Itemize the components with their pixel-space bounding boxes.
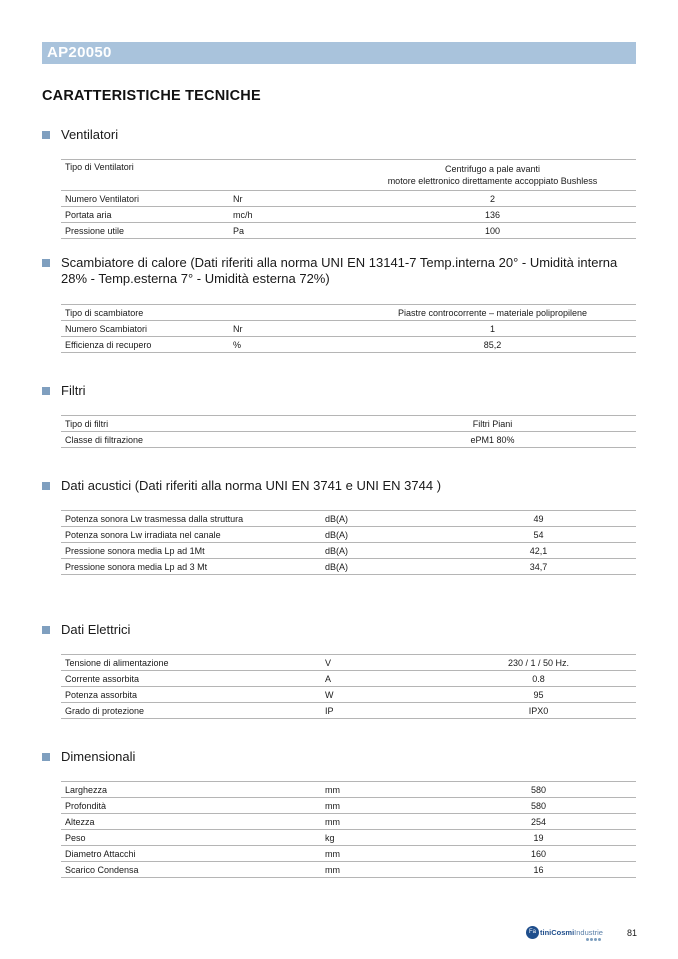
brand-logo: [526, 926, 603, 939]
row-label: Grado di protezione: [61, 703, 321, 719]
row-unit: A: [321, 671, 441, 687]
row-label: Numero Scambiatori: [61, 321, 229, 337]
square-bullet-icon: [42, 753, 50, 761]
row-unit: mm: [321, 782, 441, 798]
table-row: [61, 527, 636, 543]
table-row: [61, 814, 636, 830]
row-label: Numero Ventilatori: [61, 191, 229, 207]
row-value: 19: [441, 830, 636, 846]
row-unit: dB(A): [321, 511, 441, 527]
row-unit: %: [229, 337, 349, 353]
row-unit: mc/h: [229, 207, 349, 223]
table-dimensionali: [61, 781, 636, 878]
table-row: [61, 703, 636, 719]
row-unit: mm: [321, 814, 441, 830]
row-value: ePM1 80%: [349, 432, 636, 448]
row-label: Tensione di alimentazione: [61, 655, 321, 671]
row-unit: dB(A): [321, 527, 441, 543]
row-value: 136: [349, 207, 636, 223]
row-label: Larghezza: [61, 782, 321, 798]
row-value: 54: [441, 527, 636, 543]
row-label: Pressione sonora media Lp ad 1Mt: [61, 543, 321, 559]
table-row: [61, 511, 636, 527]
section-title-ventilatori: Ventilatori: [42, 127, 631, 143]
row-value: 85,2: [349, 337, 636, 353]
row-value: 16: [441, 862, 636, 878]
page-title: CARATTERISTICHE TECNICHE: [42, 88, 261, 104]
table-acustici: [61, 510, 636, 575]
row-value: 580: [441, 798, 636, 814]
table-row: [61, 337, 636, 353]
logo-text: tiniCosmi: [540, 928, 575, 937]
row-value: Filtri Piani: [349, 416, 636, 432]
row-value: 95: [441, 687, 636, 703]
table-row: [61, 432, 636, 448]
table-row: [61, 416, 636, 432]
row-label: Tipo di Ventilatori: [61, 160, 229, 191]
table-row: [61, 782, 636, 798]
product-code-bar: [42, 42, 636, 64]
row-unit: mm: [321, 798, 441, 814]
row-label: Efficienza di recupero: [61, 337, 229, 353]
row-value: 34,7: [441, 559, 636, 575]
table-row: [61, 321, 636, 337]
row-unit: [229, 416, 349, 432]
row-unit: dB(A): [321, 543, 441, 559]
row-value: 42,1: [441, 543, 636, 559]
row-label: Pressione utile: [61, 223, 229, 239]
table-row: [61, 862, 636, 878]
table-row: [61, 191, 636, 207]
table-row: [61, 559, 636, 575]
table-row: [61, 655, 636, 671]
logo-dots-icon: [586, 938, 601, 941]
row-label: Potenza assorbita: [61, 687, 321, 703]
table-row: [61, 671, 636, 687]
table-row: [61, 305, 636, 321]
row-value: 160: [441, 846, 636, 862]
section-title-dimensionali: Dimensionali: [42, 749, 631, 765]
row-unit: Nr: [229, 191, 349, 207]
row-value: Piastre controcorrente – materiale polipropilene: [349, 305, 636, 321]
row-value: [349, 160, 636, 191]
row-label: Tipo di scambiatore: [61, 305, 229, 321]
section-title-elettrici: Dati Elettrici: [42, 622, 631, 638]
table-row: [61, 830, 636, 846]
table-row: [61, 160, 636, 191]
table-row: [61, 543, 636, 559]
row-label: Pressione sonora media Lp ad 3 Mt: [61, 559, 321, 575]
row-value: 0.8: [441, 671, 636, 687]
table-row: [61, 846, 636, 862]
row-value: 230 / 1 / 50 Hz.: [441, 655, 636, 671]
section-title-scambiatore: Scambiatore di calore (Dati riferiti alla norma UNI EN 13141-7 Temp.interna 20° - Umidità interna 28% - Temp.esterna 7° - Umidità esterna 72%): [42, 255, 631, 287]
row-unit: V: [321, 655, 441, 671]
row-label: Potenza sonora Lw trasmessa dalla struttura: [61, 511, 321, 527]
table-elettrici: [61, 654, 636, 719]
row-unit: [229, 432, 349, 448]
row-unit: W: [321, 687, 441, 703]
row-label: Diametro Attacchi: [61, 846, 321, 862]
square-bullet-icon: [42, 482, 50, 490]
row-value: 49: [441, 511, 636, 527]
row-label: Potenza sonora Lw irradiata nel canale: [61, 527, 321, 543]
square-bullet-icon: [42, 387, 50, 395]
row-label: Altezza: [61, 814, 321, 830]
row-unit: [229, 160, 349, 191]
square-bullet-icon: [42, 259, 50, 267]
row-value: 1: [349, 321, 636, 337]
row-label: Peso: [61, 830, 321, 846]
row-unit: dB(A): [321, 559, 441, 575]
row-unit: Nr: [229, 321, 349, 337]
table-scambiatore: [61, 304, 636, 353]
product-code: AP20050: [47, 44, 112, 61]
row-unit: mm: [321, 846, 441, 862]
row-label: Profondità: [61, 798, 321, 814]
row-unit: mm: [321, 862, 441, 878]
row-unit: kg: [321, 830, 441, 846]
table-row: [61, 207, 636, 223]
logo-mark-icon: Fa: [526, 926, 539, 939]
table-row: [61, 798, 636, 814]
row-label: Portata aria: [61, 207, 229, 223]
row-value: 580: [441, 782, 636, 798]
row-unit: IP: [321, 703, 441, 719]
row-label: Tipo di filtri: [61, 416, 229, 432]
table-row: [61, 687, 636, 703]
row-label: Corrente assorbita: [61, 671, 321, 687]
section-title-acustici: Dati acustici (Dati riferiti alla norma UNI EN 3741 e UNI EN 3744 ): [42, 478, 631, 494]
row-value: 100: [349, 223, 636, 239]
square-bullet-icon: [42, 131, 50, 139]
row-label: Classe di filtrazione: [61, 432, 229, 448]
page-number: 81: [627, 928, 638, 938]
row-value-line2: motore elettronico direttamente accoppiato Bushless: [387, 176, 598, 186]
row-value-line1: Centrifugo a pale avanti: [444, 164, 541, 174]
table-ventilatori: [61, 159, 636, 239]
logo-suffix: Industrie: [574, 928, 603, 937]
table-row: [61, 223, 636, 239]
row-unit: Pa: [229, 223, 349, 239]
row-label: Scarico Condensa: [61, 862, 321, 878]
square-bullet-icon: [42, 626, 50, 634]
row-unit: [229, 305, 349, 321]
row-value: 254: [441, 814, 636, 830]
section-title-filtri: Filtri: [42, 383, 631, 399]
row-value: IPX0: [441, 703, 636, 719]
row-value: 2: [349, 191, 636, 207]
table-filtri: [61, 415, 636, 448]
